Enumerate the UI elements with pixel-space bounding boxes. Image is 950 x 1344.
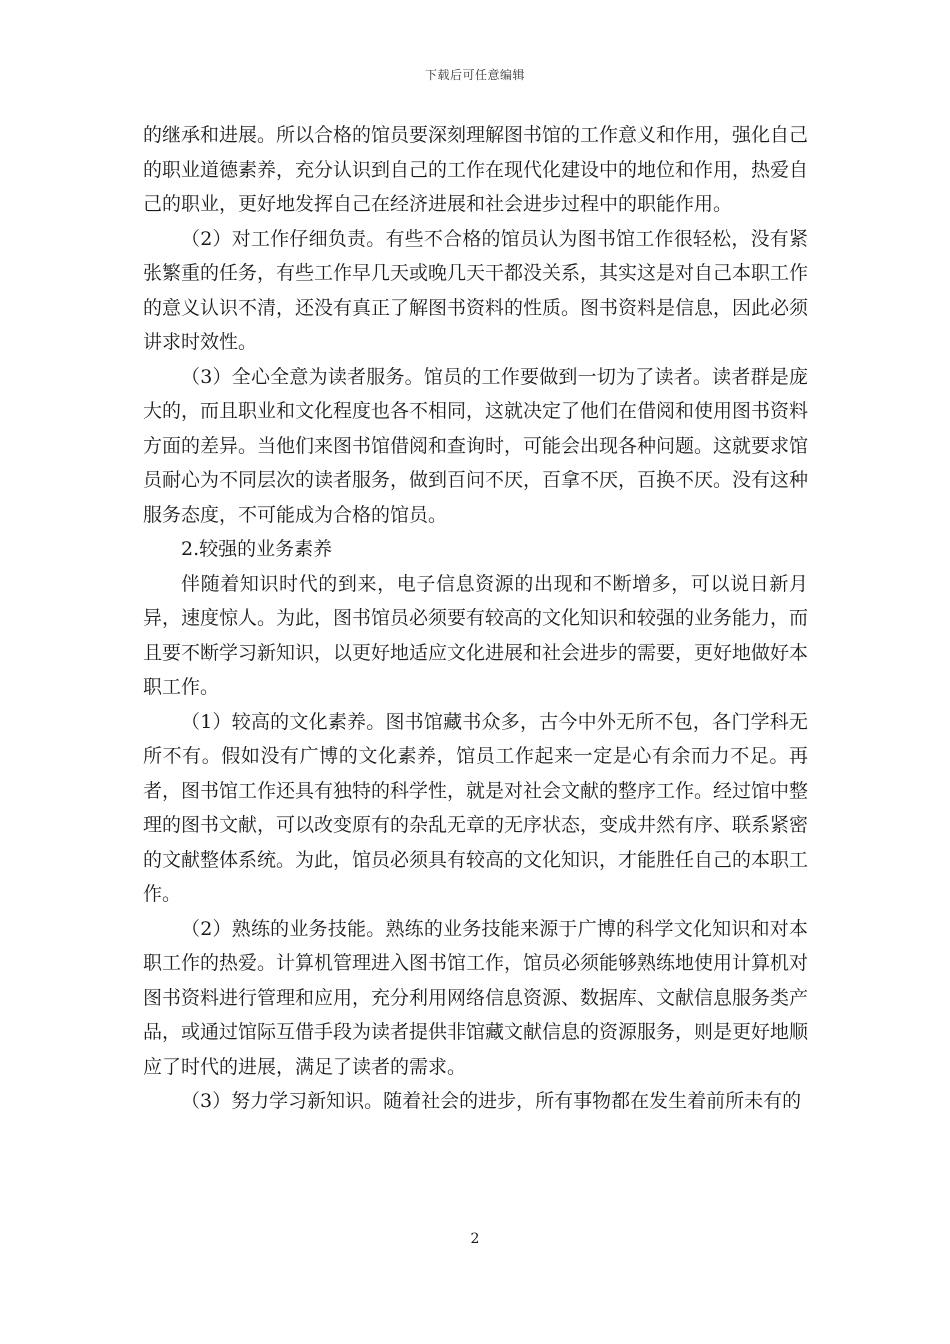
section-heading: 2.较强的业务素养 (181, 538, 333, 560)
paragraph-6: （1）较高的文化素养。图书馆藏书众多，古今中外无所不包，各门学科无所不有。假如没有广博的文化素养，馆员工作起来一定是心有余而力不足。再者，图书馆工作还具有独特的科学性，就是对社会文献的整序工作。经过馆中整理的图书文献，可以改变原有的杂乱无章的无序状态，变成井然有序、联系紧密的文献整体系统。为此，馆员必须具有较高的文化知识，才能胜任自己的本职工作。 (143, 710, 809, 905)
paragraph-1: 的继承和进展。所以合格的馆员要深刻理解图书馆的工作意义和作用，强化自己的职业道德素养，充分认识到自己的工作在现代化建设中的地位和作用，热爱自己的职业，更好地发挥自己在经济进展和社会进步过程中的职能作用。 (143, 124, 809, 215)
paragraph-2: （2）对工作仔细负责。有些不合格的馆员认为图书馆工作很轻松，没有紧张繁重的任务，有些工作早几天或晚几天干都没关系，其实这是对自己本职工作的意义认识不清，还没有真正了解图书资料的性质。图书资料是信息，因此必须讲求时效性。 (143, 227, 809, 353)
paragraph-7: （2）熟练的业务技能。熟练的业务技能来源于广博的科学文化知识和对本职工作的热爱。计算机管理进入图书馆工作，馆员必须能够熟练地使用计算机对图书资料进行管理和应用，充分利用网络信息资源、数据库、文献信息服务类产品，或通过馆际互借手段为读者提供非馆藏文献信息的资源服务，则是更好地顺应了时代的进展，满足了读者的需求。 (143, 917, 809, 1078)
document-body (143, 118, 808, 1119)
paragraph-3: （3）全心全意为读者服务。馆员的工作要做到一切为了读者。读者群是庞大的，而且职业和文化程度也各不相同，这就决定了他们在借阅和使用图书资料方面的差异。当他们来图书馆借阅和查询时，可能会出现各种问题。这就要求馆员耐心为不同层次的读者服务，做到百问不厌，百拿不厌，百换不厌。没有这种服务态度，不可能成为合格的馆员。 (143, 365, 809, 526)
page-header: 下载后可任意编辑 (424, 68, 525, 82)
paragraph-8: （3）努力学习新知识。随着社会的进步，所有事物都在发生着前所未有的 (181, 1090, 802, 1112)
paragraph-5: 伴随着知识时代的到来，电子信息资源的出现和不断增多，可以说日新月异，速度惊人。为此，图书馆员必须要有较高的文化知识和较强的业务能力，而且要不断学习新知识，以更好地适应文化进展和社会进步的需要，更好地做好本职工作。 (143, 572, 809, 698)
page-number: 2 (470, 1231, 480, 1247)
